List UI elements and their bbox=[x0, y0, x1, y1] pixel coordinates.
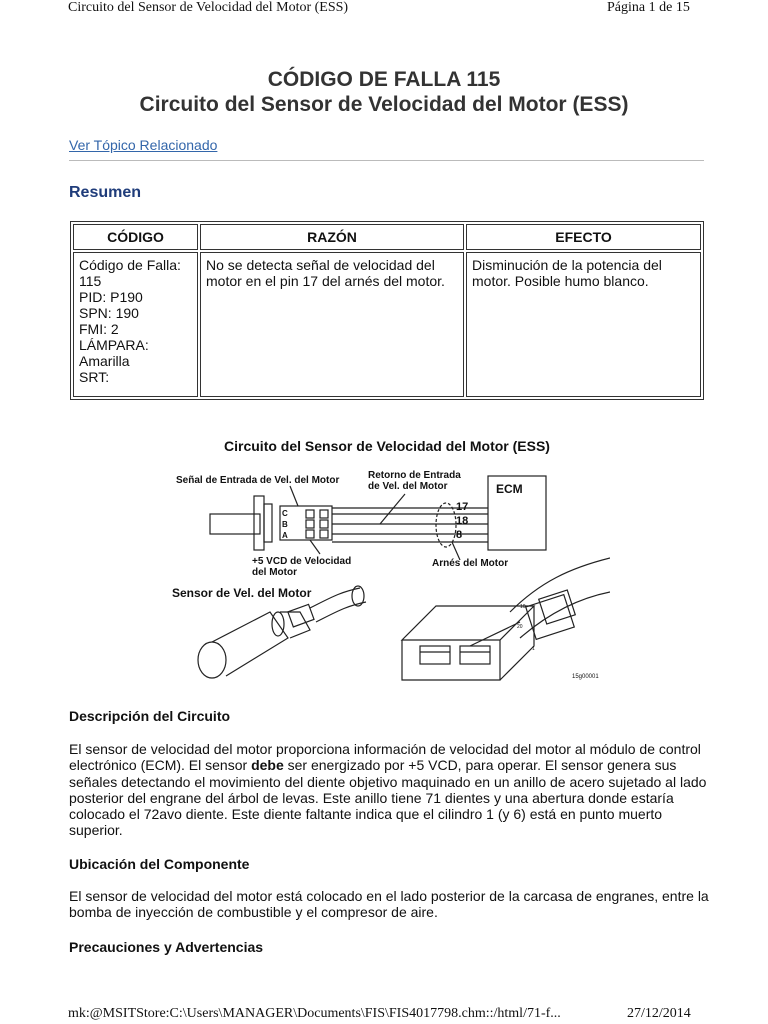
ecm-pin-mark: 1 bbox=[532, 646, 535, 652]
cell-code bbox=[73, 252, 198, 397]
connector-letter-a: A bbox=[282, 531, 288, 540]
column-header-code: CÓDIGO bbox=[73, 224, 198, 250]
figure-id: 15g00001 bbox=[572, 674, 599, 680]
connector-letter-c: C bbox=[282, 509, 288, 518]
cell-effect: Disminución de la potencia del motor. Posible humo blanco. bbox=[466, 252, 701, 397]
desc-text-bold: debe bbox=[251, 757, 284, 774]
code-line: Código de Falla: bbox=[79, 257, 181, 273]
code-line: PID: P190 bbox=[79, 289, 143, 305]
circuit-title: Circuito del Sensor de Velocidad del Motor (ESS) bbox=[139, 93, 629, 116]
column-header-effect: EFECTO bbox=[466, 224, 701, 250]
label-harness: Arnés del Motor bbox=[432, 558, 509, 569]
component-location-text: El sensor de velocidad del motor está colocado en el lado posterior de la carcasa de engranes, entre la bomba de inyección de combustible y el compresor de aire. bbox=[69, 888, 709, 921]
summary-heading: Resumen bbox=[69, 184, 142, 201]
precautions-heading: Precauciones y Advertencias bbox=[69, 939, 264, 955]
desc-text-part: ser energizado por +5 VCD, para operar. El sensor genera sus señales detectando el movimiento del diente objetivo maquinado en un anillo de acero sujetado al lado posterior del engrane del árbol de levas. Este anillo tiene 71 dientes y una abertura donde estaría colocado el 72avo diente. Este diente faltante indica que el cilindro 1 (y 6) está en punto muerto superior. bbox=[69, 757, 707, 839]
pin-18: 18 bbox=[456, 515, 469, 527]
code-line: SPN: 190 bbox=[79, 305, 139, 321]
summary-table bbox=[70, 221, 704, 400]
code-line: Amarilla bbox=[79, 353, 130, 369]
sensor-body-rect bbox=[210, 514, 260, 534]
pin-17: 17 bbox=[456, 501, 469, 513]
circuit-diagram bbox=[170, 462, 610, 690]
cell-reason: No se detecta señal de velocidad del motor en el pin 17 del arnés del motor. bbox=[200, 252, 464, 397]
related-topic-link[interactable]: Ver Tópico Relacionado bbox=[69, 137, 218, 153]
ecm-pin-mark: 20 bbox=[517, 624, 523, 630]
label-sensor: Sensor de Vel. del Motor bbox=[172, 586, 312, 600]
footer-date: 27/12/2014 bbox=[627, 1006, 691, 1021]
label-return-2: de Vel. del Motor bbox=[368, 481, 448, 492]
desc-text-part: El sensor de velocidad del motor proporciona información de velocidad del motor al módulo de control electrónico (ECM). El sensor bbox=[69, 741, 701, 774]
circuit-description-text bbox=[69, 741, 709, 839]
label-supply-2: del Motor bbox=[252, 567, 297, 578]
divider bbox=[69, 160, 704, 161]
label-supply-1: +5 VCD de Velocidad bbox=[252, 556, 352, 567]
label-ecm: ECM bbox=[496, 482, 523, 496]
circuit-description-heading: Descripción del Circuito bbox=[69, 708, 231, 724]
page-header bbox=[0, 0, 768, 20]
ecm-pin-mark: 10 bbox=[520, 604, 526, 610]
footer-path: mk:@MSITStore:C:\Users\MANAGER\Documents\FIS\FIS4017798.chm::/html/71-f... bbox=[68, 1006, 561, 1021]
code-line: LÁMPARA: bbox=[79, 337, 149, 353]
code-line: SRT: bbox=[79, 369, 110, 385]
label-signal: Señal de Entrada de Vel. del Motor bbox=[176, 475, 340, 486]
fault-code-title: CÓDIGO DE FALLA 115 bbox=[267, 68, 501, 91]
pin-8: 8 bbox=[456, 529, 463, 541]
code-line: 115 bbox=[79, 273, 102, 289]
column-header-reason: RAZÓN bbox=[200, 224, 464, 250]
circuit-drawing bbox=[170, 462, 610, 690]
connector-letter-b: B bbox=[282, 520, 288, 529]
header-doc-title: Circuito del Sensor de Velocidad del Motor (ESS) bbox=[68, 0, 349, 15]
label-return-1: Retorno de Entrada bbox=[368, 470, 461, 481]
code-line: FMI: 2 bbox=[79, 321, 119, 337]
page-title bbox=[0, 68, 768, 117]
diagram-title: Circuito del Sensor de Velocidad del Motor (ESS) bbox=[224, 438, 550, 454]
header-page-number: Página 1 de 15 bbox=[607, 0, 690, 15]
component-location-heading: Ubicación del Componente bbox=[69, 856, 250, 872]
sensor-flange bbox=[254, 496, 264, 550]
page-footer bbox=[68, 1006, 691, 1022]
